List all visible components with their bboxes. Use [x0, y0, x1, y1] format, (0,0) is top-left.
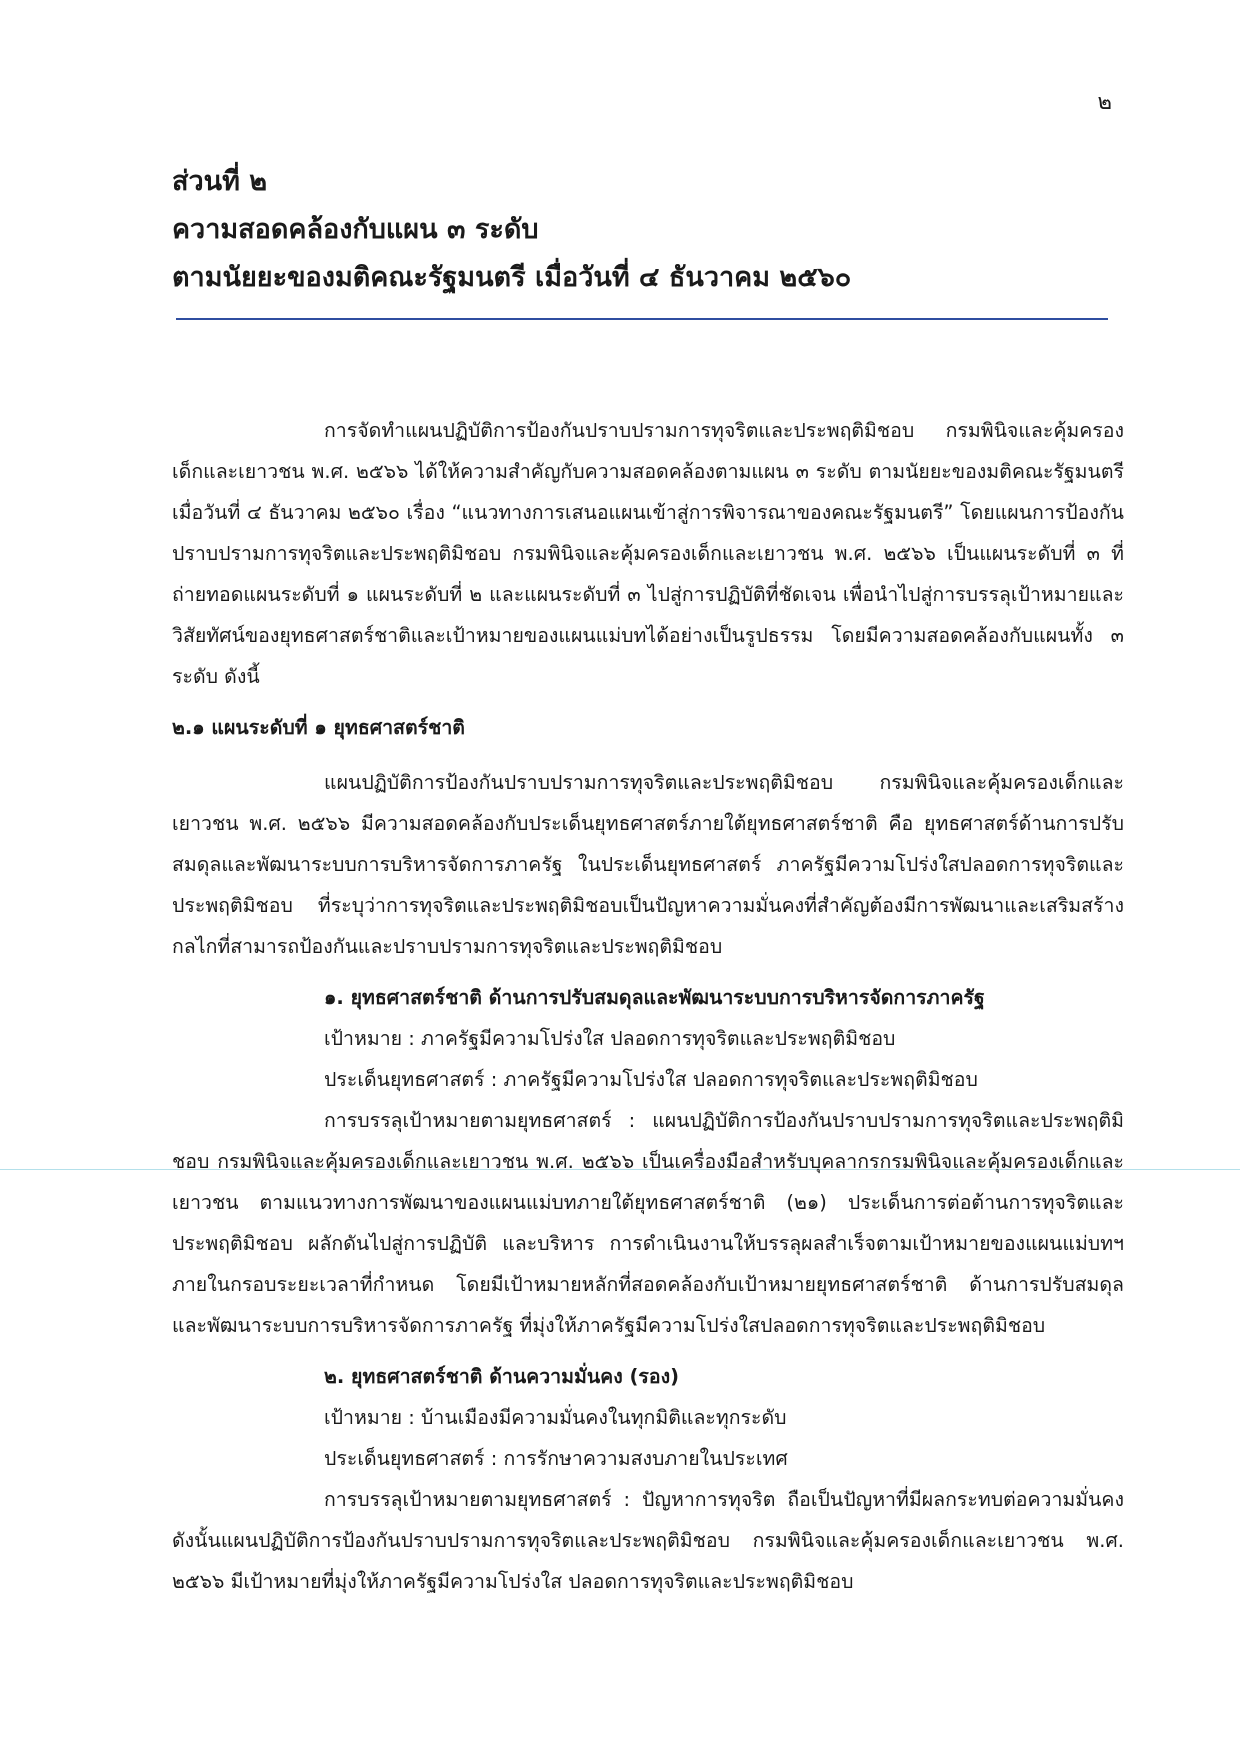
document-body — [172, 410, 1124, 1612]
intro-paragraph: การจัดทำแผนปฏิบัติการป้องกันปราบปรามการทุจริตและประพฤติมิชอบ กรมพินิจและคุ้มครองเด็กและเยาวชน พ.ศ. ๒๕๖๖ ได้ให้ความสำคัญกับความสอดคล้องตามแผน ๓ ระดับ ตามนัยยะของมติคณะรัฐมนตรีเมื่อวันที่ ๔ ธันวาคม ๒๕๖๐ เรื่อง “แนวทางการเสนอแผนเข้าสู่การพิจารณาของคณะรัฐมนตรี” โดยแผนการป้องกันปราบปรามการทุจริตและประพฤติมิชอบ กรมพินิจและคุ้มครองเด็กและเยาวชน พ.ศ. ๒๕๖๖ เป็นแผนระดับที่ ๓ ที่ถ่ายทอดแผนระดับที่ ๑ แผนระดับที่ ๒ และแผนระดับที่ ๓ ไปสู่การปฏิบัติที่ชัดเจน เพื่อนำไปสู่การบรรลุเป้าหมายและวิสัยทัศน์ของยุทธศาสตร์ชาติและเป้าหมายของแผนแม่บทได้อย่างเป็นรูปธรรม โดยมีความสอดคล้องกับแผนทั้ง ๓ ระดับ ดังนี้ — [172, 419, 1124, 688]
strategy-item-achievement: การบรรลุเป้าหมายตามยุทธศาสตร์ : แผนปฏิบัติการป้องกันปราบปรามการทุจริตและประพฤติมิชอบ กรมพินิจและคุ้มครองเด็กและเยาวชน พ.ศ. ๒๕๖๖ เป็นเครื่องมือสำหรับบุคลากรกรมพินิจและคุ้มครองเด็กและเยาวชน ตามแนวทางการพัฒนาของแผนแม่บทภายใต้ยุทธศาสตร์ชาติ (๒๑) ประเด็นการต่อต้านการทุจริตและประพฤติมิชอบ ผลักดันไปสู่การปฏิบัติ และบริหาร การดำเนินงานให้บรรลุผลสำเร็จตามเป้าหมายของแผนแม่บทฯ ภายในกรอบระยะเวลาที่กำหนด โดยมีเป้าหมายหลักที่สอดคล้องกับเป้าหมายยุทธศาสตร์ชาติ ด้านการปรับสมดุลและพัฒนาระบบการบริหารจัดการภาครัฐ ที่มุ่งให้ภาครัฐมีความโปร่งใสปลอดการทุจริตและประพฤติมิชอบ — [172, 1109, 1124, 1337]
document-header — [172, 158, 1112, 302]
part-title: ส่วนที่ ๒ — [172, 166, 268, 197]
strategy-item-achievement: การบรรลุเป้าหมายตามยุทธศาสตร์ : ปัญหาการทุจริต ถือเป็นปัญหาที่มีผลกระทบต่อความมั่นคง ดังนั้นแผนปฏิบัติการป้องกันปราบปรามการทุจริตและประพฤติมิชอบ กรมพินิจและคุ้มครองเด็กและเยาวชน พ.ศ. ๒๕๖๖ มีเป้าหมายที่มุ่งให้ภาครัฐมีความโปร่งใส ปลอดการทุจริตและประพฤติมิชอบ — [172, 1488, 1124, 1593]
page-number: ๒ — [1097, 90, 1112, 115]
strategy-item-issue: ประเด็นยุทธศาสตร์ : การรักษาความสงบภายในประเทศ — [324, 1447, 788, 1470]
strategy-item-goal: เป้าหมาย : ภาครัฐมีความโปร่งใส ปลอดการทุจริตและประพฤติมิชอบ — [324, 1027, 896, 1050]
heading-line-2: ความสอดคล้องกับแผน ๓ ระดับ — [172, 214, 539, 245]
strategy-item-2 — [172, 1356, 1124, 1602]
strategy-item-title: ๑. ยุทธศาสตร์ชาติ ด้านการปรับสมดุลและพัฒนาระบบการบริหารจัดการภาครัฐ — [324, 986, 985, 1009]
heading-line-3: ตามนัยยะของมติคณะรัฐมนตรี เมื่อวันที่ ๔ ธันวาคม ๒๕๖๐ — [172, 262, 852, 293]
strategy-item-1 — [172, 977, 1124, 1346]
section-2-1-paragraph: แผนปฏิบัติการป้องกันปราบปรามการทุจริตและประพฤติมิชอบ กรมพินิจและคุ้มครองเด็กและเยาวชน พ.ศ. ๒๕๖๖ มีความสอดคล้องกับประเด็นยุทธศาสตร์ภายใต้ยุทธศาสตร์ชาติ คือ ยุทธศาสตร์ด้านการปรับสมดุลและพัฒนาระบบการบริหารจัดการภาครัฐ ในประเด็นยุทธศาสตร์ ภาครัฐมีความโปร่งใสปลอดการทุจริตและประพฤติมิชอบ ที่ระบุว่าการทุจริตและประพฤติมิชอบเป็นปัญหาความมั่นคงที่สำคัญต้องมีการพัฒนาและเสริมสร้างกลไกที่สามารถป้องกันและปราบปรามการทุจริตและประพฤติมิชอบ — [172, 771, 1124, 958]
strategy-item-issue: ประเด็นยุทธศาสตร์ : ภาครัฐมีความโปร่งใส ปลอดการทุจริตและประพฤติมิชอบ — [324, 1068, 978, 1091]
section-2-1-title: ๒.๑ แผนระดับที่ ๑ ยุทธศาสตร์ชาติ — [172, 716, 465, 739]
strategy-item-title: ๒. ยุทธศาสตร์ชาติ ด้านความมั่นคง (รอง) — [324, 1365, 680, 1388]
strategy-item-goal: เป้าหมาย : บ้านเมืองมีความมั่นคงในทุกมิติและทุกระดับ — [324, 1406, 787, 1429]
header-divider — [176, 318, 1108, 320]
